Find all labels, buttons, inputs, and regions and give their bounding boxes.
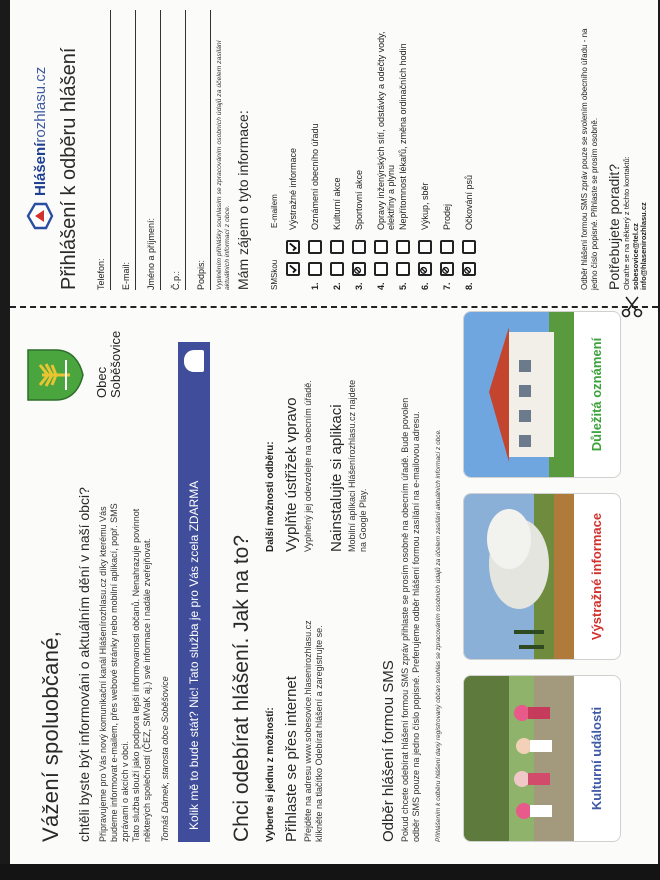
checklist-row [396, 0, 414, 290]
row-label: Výstražné informace [288, 147, 298, 230]
registration-form [10, 0, 658, 290]
sms-column-header: SMSkou [270, 259, 279, 290]
row-number: 4. [376, 282, 386, 290]
municipality-name-line1: Obec [94, 366, 109, 398]
sms-checkbox[interactable] [374, 262, 388, 276]
email-checkbox[interactable] [396, 240, 410, 254]
prohibited-icon [464, 264, 474, 274]
scissors-icon [620, 295, 644, 319]
row-label: Oznámení obecního úřadu [310, 123, 320, 230]
phone-field[interactable] [96, 10, 111, 290]
bell-icon [184, 350, 204, 372]
intro-question: chtěli byste být informováni o aktuálním dění v naší obci? [76, 487, 92, 842]
house-number-field[interactable] [171, 10, 186, 290]
row-label: Výkup, sběr [420, 182, 430, 230]
leaflet-scan [10, 0, 658, 864]
app-text [347, 380, 369, 552]
more-options-label: Další možnosti odběru: [265, 441, 276, 552]
row-number: 7. [442, 282, 452, 290]
slip-text: Vyplněný jej odevzdejte na obecním úřadě. [303, 380, 313, 552]
cut-line [10, 306, 658, 308]
brand-wordmark [32, 67, 49, 196]
slip-heading: Vyplňte ústřižek vpravo [283, 397, 300, 552]
app-text-line: na Google Play. [358, 488, 368, 552]
checklist-row [352, 0, 370, 290]
field-label: Telefon: [96, 258, 106, 290]
help-email-link[interactable]: info@hlasenirozhlasu.cz [639, 202, 648, 290]
internet-text [303, 620, 325, 842]
intro-line: Tato služba slouží jako podpora lepší informovanosti občanů. Nenahrazuje povinnot [131, 508, 141, 842]
municipality-logo [26, 330, 123, 410]
checkmark-icon [288, 242, 298, 252]
email-checked-checkbox[interactable] [286, 240, 300, 254]
field-label: E-mail: [121, 261, 131, 290]
festival-photo [464, 676, 574, 841]
coat-of-arms-icon [26, 348, 84, 402]
intro-line: zprávami o akcích v obci. [120, 740, 130, 842]
sms-disabled-checkbox[interactable] [352, 262, 366, 276]
consent-footnote: Přihlášením k odběru hlášení daný registrovaný občan souhlas se zpracováním osobních údajů za účelem zasílání aktuálních informací z obce. [435, 429, 442, 842]
mayor-signature: Tomáš Dámek, starosta obce Soběšovice [160, 676, 170, 842]
card-cultural-events [463, 675, 621, 842]
row-number: 8. [464, 282, 474, 290]
email-checkbox[interactable] [418, 240, 432, 254]
sms-disabled-checkbox[interactable] [462, 262, 476, 276]
choose-option-label: Vyberte si jednu z možností: [265, 707, 276, 842]
hlasenirozhlasu-logo-icon [26, 202, 54, 230]
row-label: Sportovní akce [354, 169, 364, 230]
brand-rest: rozhlasu.cz [31, 66, 49, 143]
checklist-row [462, 0, 480, 290]
checklist-row [330, 0, 348, 290]
field-label: Jméno a příjmení: [146, 217, 156, 290]
sms-disabled-checkbox[interactable] [440, 262, 454, 276]
checklist-row [286, 0, 304, 290]
email-checkbox[interactable] [330, 240, 344, 254]
sms-disabled-checkbox[interactable] [418, 262, 432, 276]
field-label: Podpis: [196, 259, 206, 290]
checklist-row [418, 0, 436, 290]
municipality-name-line2: Soběšovice [108, 330, 123, 398]
email-field[interactable] [121, 10, 136, 290]
prohibited-icon [354, 264, 364, 274]
email-checkbox[interactable] [462, 240, 476, 254]
card-warning-info [463, 493, 621, 660]
info-panel [10, 322, 658, 842]
banner-text: Kolik mě to bude stát? Nic! Tato služba je pro Vás zcela ZDARMA [187, 480, 201, 830]
sms-checkbox[interactable] [396, 262, 410, 276]
free-service-banner [178, 342, 210, 842]
row-label: Prodej [442, 203, 452, 230]
row-label: Nepřítomnost lékařů, změna ordinačních hodin [398, 43, 408, 230]
rotated-page [10, 0, 658, 864]
sms-checkbox[interactable] [330, 262, 344, 276]
row-number: 6. [420, 282, 430, 290]
email-checkbox[interactable] [374, 240, 388, 254]
prohibited-icon [442, 264, 452, 274]
fire-smoke-photo [464, 494, 574, 659]
card-label: Kulturní události [589, 706, 604, 811]
row-number: 3. [354, 282, 364, 290]
sms-text-line: odběr SMS pouze na jedno číslo popisné. Preferujeme odběr hlášení formou zasílání na e-mailovou adresu. [411, 411, 421, 842]
row-number: 2. [332, 282, 342, 290]
intro-text [98, 372, 153, 842]
intro-line: Připravujeme pro Vás nový komunikační kanál Hlášenírozhlasu.cz díky kterému Vás [98, 506, 108, 842]
help-email-link[interactable]: sobesovice@tel.cz [630, 223, 640, 290]
card-label: Výstražné informace [589, 512, 604, 641]
checklist-row [440, 0, 458, 290]
sms-heading: Odběr hlášení formou SMS [380, 660, 397, 842]
name-field[interactable] [146, 10, 161, 290]
help-line: Obraťte se na některý z těchto kontaktů: [622, 156, 631, 290]
interest-heading: Mám zájem o tyto informace: [235, 110, 251, 290]
checklist-row [374, 0, 396, 290]
row-label: Kulturní akce [332, 177, 342, 230]
how-to-heading: Chci odebírat hlášení. Jak na to? [230, 534, 253, 842]
email-checkbox[interactable] [440, 240, 454, 254]
sms-note: Odběr hlášení formou SMS zpráv pouze se svolením obecního úřadu - na jedno číslo popisné. Přihlaste se prosím osobně. [580, 28, 599, 290]
email-column-header: E-mailem [270, 194, 279, 228]
internet-text-line: klikněte na tlačítko Odebírat hlášení a zaregistrujte se. [314, 625, 324, 842]
row-number: 5. [398, 282, 408, 290]
row-label: Opravy inženýrských sítí, odstávky a odečty vody, elektřiny a plynu [376, 31, 396, 230]
form-title: Přihlášení k odběru hlášení [58, 47, 80, 290]
intro-line: budeme informovat e-mailem, přes webové stránky nebo mobilní aplikací, popř. SMS [109, 503, 119, 842]
checkmark-icon [288, 264, 298, 274]
consent-text: Vyplněním přihlášky souhlasím se zpracováním osobních údajů za účelem zasílání aktuálních informací z obce. [216, 40, 231, 290]
checklist-row [308, 0, 326, 290]
help-heading: Potřebujete poradit? [606, 163, 622, 290]
app-text-line: Mobilní aplikaci Hlášenírozhlasu.cz najdete [347, 379, 357, 552]
sms-text-line: Pokud chcete odebírat hlášení formou SMS zpráv přihlaste se prosím osobně na obecním úřadě. Bude povolen [400, 397, 410, 842]
prohibited-icon [420, 264, 430, 274]
sms-checked-checkbox[interactable] [286, 262, 300, 276]
sms-text [400, 398, 422, 842]
field-label: Č.p.: [171, 270, 181, 290]
scan-edge [0, 864, 660, 880]
service-logo [26, 67, 54, 230]
greeting-heading: Vážení spoluobčané, [38, 630, 63, 842]
card-important-notices [463, 311, 621, 478]
email-checkbox[interactable] [352, 240, 366, 254]
brand-bold: Hlášení [31, 142, 49, 196]
intro-line: některých společností (ČEZ, SMVaK aj.) své informace i nadále zveřejňovat. [142, 538, 152, 842]
app-heading: Nainstalujte si aplikaci [328, 404, 345, 552]
row-number: 1. [310, 282, 320, 290]
signature-field[interactable] [196, 10, 211, 290]
card-label: Důležitá oznámení [589, 337, 604, 452]
building-photo [464, 312, 574, 477]
help-contacts [623, 156, 649, 290]
internet-text-line: Přejděte na adresu www.sobesovice.hlasenirozhlasu.cz [303, 620, 313, 842]
internet-heading: Přihlaste se přes internet [283, 676, 300, 842]
email-checkbox[interactable] [308, 240, 322, 254]
sms-checkbox[interactable] [308, 262, 322, 276]
row-label: Očkování psů [464, 174, 474, 230]
